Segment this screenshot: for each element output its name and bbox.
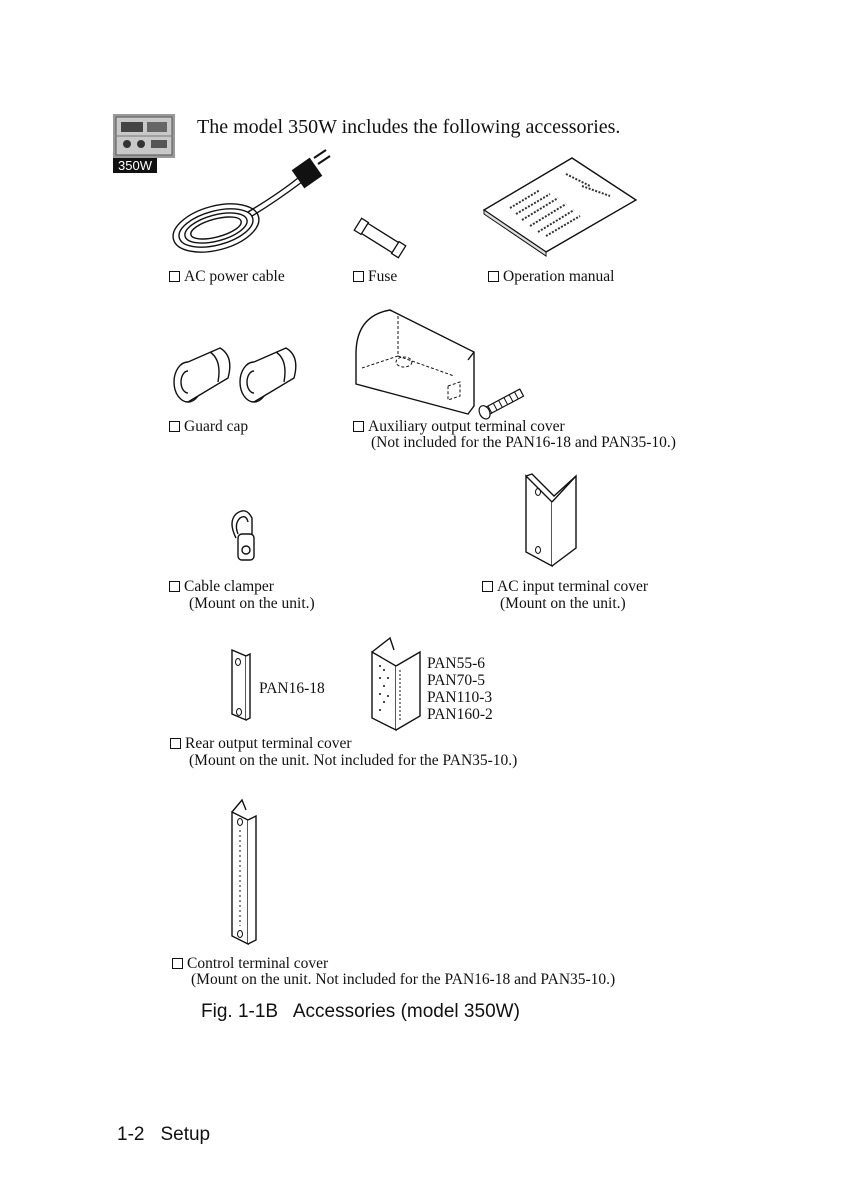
item-operation-manual [488,268,614,286]
item-label: Control terminal cover [187,955,329,972]
cable-clamper-note: (Mount on the unit.) [189,595,315,612]
item-fuse [353,268,397,286]
page-number: 1-2 [117,1124,145,1145]
item-label: AC input terminal cover [497,578,649,595]
guard-cap-icon [170,338,310,408]
section-name: Setup [160,1124,211,1145]
item-rear-cover [170,735,352,753]
item-label: Operation manual [503,268,615,285]
rear-model-b-4: PAN160-2 [427,706,493,723]
rear-cover-a-icon [230,648,254,722]
control-cover-icon [228,798,262,948]
rear-model-b-1: PAN55-6 [427,655,485,672]
checkbox-icon [482,581,493,592]
rear-models-b [427,655,493,723]
rear-model-b-2: PAN70-5 [427,672,485,689]
checkbox-icon [169,581,180,592]
rear-cover-b-icon [368,636,428,732]
item-label: Cable clamper [184,578,274,595]
ac-input-cover-icon [522,470,582,570]
ac-input-cover-note: (Mount on the unit.) [500,595,626,612]
item-guard-cap [169,418,248,436]
aux-cover-note: (Not included for the PAN16-18 and PAN35-10.) [371,434,676,451]
item-label: Rear output terminal cover [185,735,352,752]
checkbox-icon [353,421,364,432]
checkbox-icon [353,271,364,282]
device-thumbnail-icon [113,114,175,158]
item-cable-clamper [169,578,274,596]
fuse-icon [350,218,410,258]
item-label: Auxiliary output terminal cover [368,418,565,435]
checkbox-icon [488,271,499,282]
model-badge [113,114,175,172]
item-ac-power-cable [169,268,285,286]
rear-model-b-3: PAN110-3 [427,689,493,706]
operation-manual-icon [480,156,640,256]
checkbox-icon [169,271,180,282]
model-badge-label: 350W [113,158,157,173]
aux-cover-icon [354,306,534,416]
control-cover-note: (Mount on the unit. Not included for the PAN16-18 and PAN35-10.) [191,971,616,988]
item-label: Guard cap [184,418,249,435]
figure-caption: Fig. 1-1B Accessories (model 350W) [201,1001,520,1022]
item-label: Fuse [368,268,398,285]
item-label: AC power cable [184,268,285,285]
cable-clamper-icon [226,508,266,564]
intro-text: The model 350W includes the following accessories. [197,116,621,138]
checkbox-icon [169,421,180,432]
item-ac-input-cover [482,578,648,596]
checkbox-icon [170,738,181,749]
rear-cover-note: (Mount on the unit. Not included for the PAN35-10.) [189,752,518,769]
rear-model-a: PAN16-18 [259,680,325,697]
checkbox-icon [172,958,183,969]
page-footer [117,1124,210,1146]
ac-power-cable-icon [168,150,348,260]
